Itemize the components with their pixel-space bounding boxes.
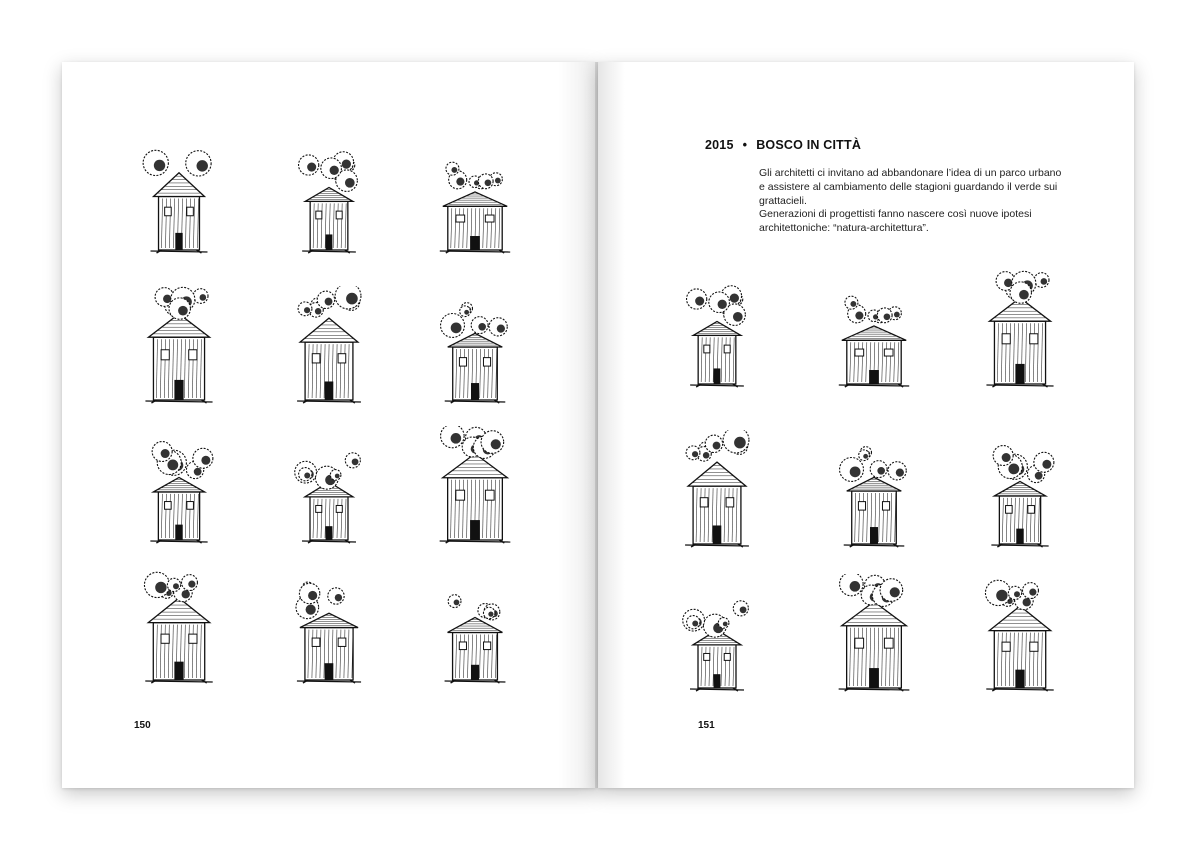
left-drawing-12-tree-house-icon xyxy=(435,566,515,686)
heading-title: BOSCO IN CITTÀ xyxy=(756,138,862,152)
left-drawing-6-tree-house-icon xyxy=(435,286,515,406)
section-heading xyxy=(705,138,861,152)
right-drawing-5-tree-house-icon xyxy=(834,430,914,550)
left-drawing-3-tree-house-icon xyxy=(435,136,515,256)
intro-paragraph-2: Generazioni di progettisti fanno nascere così nuove ipotesi architettoniche: “natura-architettura”. xyxy=(759,208,1032,235)
page-number-right: 151 xyxy=(698,720,715,731)
left-page xyxy=(62,62,596,788)
page-number-left: 150 xyxy=(134,720,151,731)
right-page xyxy=(598,62,1134,788)
left-drawing-4-tree-house-icon xyxy=(139,286,219,406)
right-drawing-1-tree-house-icon xyxy=(677,270,757,390)
right-drawing-6-tree-house-icon xyxy=(980,430,1060,550)
left-drawing-8-tree-house-icon xyxy=(289,426,369,546)
left-drawing-2-tree-house-icon xyxy=(289,136,369,256)
left-drawing-9-tree-house-icon xyxy=(435,426,515,546)
right-drawing-7-tree-house-icon xyxy=(677,574,757,694)
left-drawing-11-tree-house-icon xyxy=(289,566,369,686)
right-drawing-8-tree-house-icon xyxy=(834,574,914,694)
heading-bullet: • xyxy=(742,138,748,152)
intro-paragraph-1: Gli architetti ci invitano ad abbandonare l’idea di un parco urbano e assistere al cambiamento delle stagioni guardando il verde sui grattacieli. xyxy=(759,167,1062,207)
left-drawing-10-tree-house-icon xyxy=(139,566,219,686)
left-drawing-1-tree-house-icon xyxy=(139,136,219,256)
right-drawing-9-tree-house-icon xyxy=(980,574,1060,694)
left-drawing-5-tree-house-icon xyxy=(289,286,369,406)
right-drawing-4-tree-house-icon xyxy=(677,430,757,550)
left-drawing-7-tree-house-icon xyxy=(139,426,219,546)
intro-text xyxy=(759,167,1069,236)
heading-year: 2015 xyxy=(705,138,734,152)
right-drawing-2-tree-house-icon xyxy=(834,270,914,390)
right-drawing-3-tree-house-icon xyxy=(980,270,1060,390)
